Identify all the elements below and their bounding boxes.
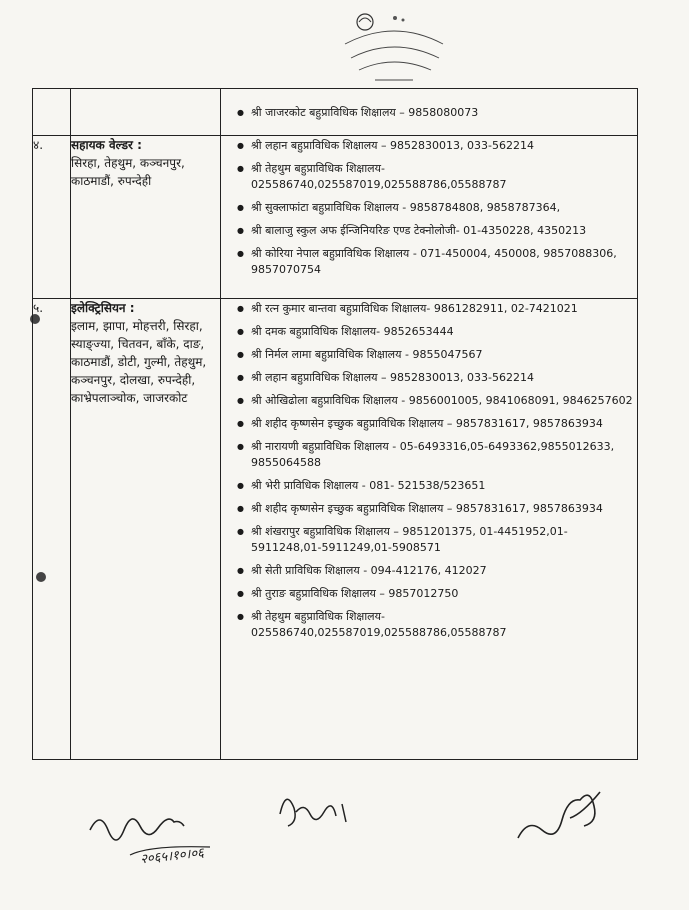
- institution-item: ● श्री सेती प्राविधिक शिक्षालय - 094-412176, 412027: [237, 563, 633, 579]
- institution-item: ● श्री तेहथुम बहुप्राविधिक शिक्षालय- 025586740,025587019,025588786,05588787: [237, 609, 633, 641]
- office-seal: [335, 8, 453, 86]
- institution-item: ● श्री दमक बहुप्राविधिक शिक्षालय- 9852653444: [237, 324, 633, 340]
- trade-cell: [71, 89, 221, 136]
- row-number: ४.: [33, 136, 71, 299]
- institution-item: ● श्री शंखरापुर बहुप्राविधिक शिक्षालय – 9851201375, 01-4451952,01-5911248,01-5911249,01-5908571: [237, 524, 633, 556]
- institution-item: ● श्री लहान बहुप्राविधिक शिक्षालय – 9852830013, 033-562214: [237, 138, 633, 154]
- institution-item: ● श्री कोरिया नेपाल बहुप्राविधिक शिक्षालय - 071-450004, 450008, 9857088306, 9857070754: [237, 246, 633, 278]
- table-row: [33, 89, 638, 136]
- institution-item: ● श्री शहीद कृष्णसेन इच्छुक बहुप्राविधिक शिक्षालय – 9857831617, 9857863934: [237, 501, 633, 517]
- table-row: [33, 299, 638, 760]
- institution-cell: [221, 136, 638, 299]
- institution-item: ● श्री ओखिढोला बहुप्राविधिक शिक्षालय - 9856001005, 9841068091, 9846257602: [237, 393, 633, 409]
- signature-date: २०६५।१०।०६: [139, 845, 205, 868]
- trade-districts: सिरहा, तेहथुम, कञ्चनपुर, काठमाडौं, रुपन्देही: [71, 156, 185, 188]
- institution-item: ● श्री निर्मल लामा बहुप्राविधिक शिक्षालय - 9855047567: [237, 347, 633, 363]
- institution-item: ● श्री बालाजु स्कुल अफ ईन्जिनियरिङ एण्ड टेक्नोलोजी- 01-4350228, 4350213: [237, 223, 633, 239]
- institution-item: ● श्री नारायणी बहुप्राविधिक शिक्षालय - 05-6493316,05-6493362,9855012633, 9855064588: [237, 439, 633, 471]
- institution-item: ● श्री तेहथुम बहुप्राविधिक शिक्षालय- 025586740,025587019,025588786,05588787: [237, 161, 633, 193]
- institution-table: [32, 88, 637, 778]
- institution-item: ● श्री लहान बहुप्राविधिक शिक्षालय – 9852830013, 033-562214: [237, 370, 633, 386]
- institution-item: ● श्री रत्न कुमार बान्तवा बहुप्राविधिक शिक्षालय- 9861282911, 02-7421021: [237, 301, 633, 317]
- institution-item: ● श्री तुराङ बहुप्राविधिक शिक्षालय – 9857012750: [237, 586, 633, 602]
- table-row: [33, 136, 638, 299]
- signature-right: [510, 778, 620, 858]
- row-number: ५.: [33, 299, 71, 760]
- institution-cell: [221, 299, 638, 760]
- trade-districts: इलाम, झापा, मोहत्तरी, सिरहा, स्याङ्ज्या, चितवन, बाँके, दाङ, काठमाडौं, डोटी, गुल्मी, तेहथुम, कञ्चनपुर, दोलखा, रुपन्देही, काभ्रेपलाञ्चोक, जाजरकोट: [71, 319, 207, 405]
- institution-item: ● श्री सुक्लाफांटा बहुप्राविधिक शिक्षालय - 9858784808, 9858787364,: [237, 200, 633, 216]
- institution-item: ● श्री जाजरकोट बहुप्राविधिक शिक्षालय – 9858080073: [237, 105, 633, 121]
- institution-item: ● श्री भेरी प्राविधिक शिक्षालय - 081- 521538/523651: [237, 478, 633, 494]
- institution-item: ● श्री शहीद कृष्णसेन इच्छुक बहुप्राविधिक शिक्षालय – 9857831617, 9857863934: [237, 416, 633, 432]
- trade-cell: [71, 299, 221, 760]
- trade-title: सहायक वेल्डर :: [71, 138, 142, 152]
- row-number: [33, 89, 71, 136]
- trade-cell: [71, 136, 221, 299]
- trade-title: इलेक्ट्रिसियन :: [71, 301, 135, 315]
- signature-middle: [272, 784, 372, 834]
- institution-cell: [221, 89, 638, 136]
